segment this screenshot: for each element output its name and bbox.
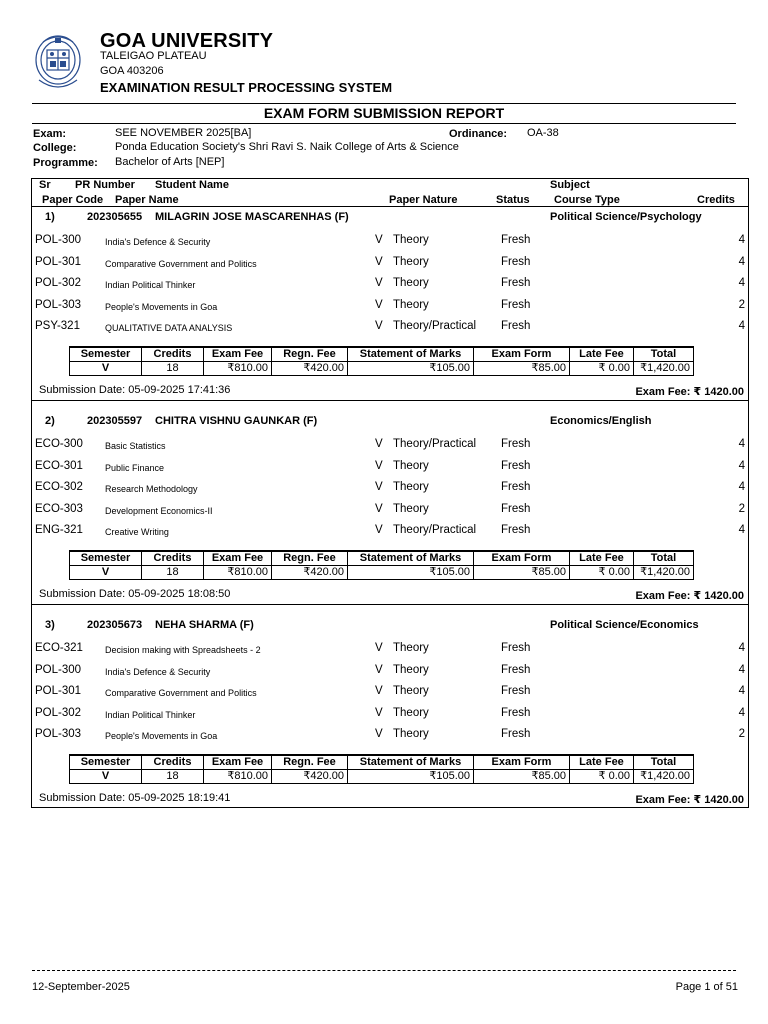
paper-code: POL-303	[35, 728, 82, 740]
fee-table	[69, 754, 694, 784]
paper-status: Fresh	[501, 663, 531, 676]
paper-name: India's Defence & Security	[105, 237, 211, 247]
paper-code: ECO-302	[35, 481, 83, 493]
paper-code: PSY-321	[35, 320, 80, 332]
fee-header-cell: Late Fee	[570, 551, 634, 566]
paper-name: QUALITATIVE DATA ANALYSIS	[105, 323, 233, 333]
paper-name: Creative Writing	[105, 527, 169, 537]
college-label: College:	[33, 142, 77, 154]
paper-nature: Theory	[393, 706, 429, 719]
paper-v-flag: V	[375, 642, 383, 654]
paper-credits: 4	[738, 438, 745, 450]
exam-fee-total: Exam Fee: ₹ 1420.00	[635, 590, 744, 602]
fee-value-cell: ₹420.00	[272, 362, 348, 376]
paper-credits: 2	[738, 298, 745, 311]
fee-header-cell: Exam Fee	[204, 347, 272, 362]
student-subject: Political Science/Psychology	[550, 211, 702, 223]
university-crest-logo	[33, 30, 83, 96]
paper-v-flag: V	[375, 524, 383, 536]
divider	[32, 103, 736, 104]
report-title: EXAM FORM SUBMISSION REPORT	[263, 105, 505, 121]
fee-header-cell: Semester	[70, 755, 142, 770]
fee-header-cell: Total	[634, 347, 694, 362]
fee-header-cell: Late Fee	[570, 755, 634, 770]
paper-nature: Theory	[393, 459, 429, 472]
student-sr: 1)	[45, 211, 55, 223]
paper-v-flag: V	[375, 459, 383, 472]
fee-value-cell: ₹810.00	[204, 362, 272, 376]
address-line-2: GOA 403206	[100, 65, 164, 77]
student-subject: Political Science/Economics	[550, 619, 699, 631]
exam-fee-total: Exam Fee: ₹ 1420.00	[635, 794, 744, 806]
paper-v-flag: V	[375, 320, 383, 332]
paper-credits: 4	[738, 459, 745, 472]
ordinance-label: Ordinance:	[449, 128, 508, 140]
fee-value-cell: ₹420.00	[272, 566, 348, 580]
paper-name: Comparative Government and Politics	[105, 688, 257, 698]
col-paper-nature: Paper Nature	[389, 194, 458, 206]
paper-name: Indian Political Thinker	[105, 709, 196, 720]
system-name: EXAMINATION RESULT PROCESSING SYSTEM	[100, 80, 393, 95]
divider	[32, 123, 736, 124]
student-sr: 2)	[45, 415, 55, 427]
student-sr: 3)	[45, 619, 55, 631]
submission-date: Submission Date: 05-09-2025 17:41:36	[39, 384, 231, 396]
fee-value-cell: ₹85.00	[474, 566, 570, 580]
paper-row	[35, 438, 745, 454]
fee-value-cell: ₹85.00	[474, 362, 570, 376]
paper-nature: Theory	[393, 663, 429, 676]
paper-status: Fresh	[501, 255, 531, 268]
col-paper-name: Paper Name	[115, 194, 179, 206]
paper-credits: 4	[738, 685, 745, 697]
paper-code: POL-300	[35, 234, 82, 246]
paper-code: POL-302	[35, 706, 82, 719]
paper-status: Fresh	[501, 320, 531, 332]
fee-value-cell: ₹105.00	[348, 566, 474, 580]
paper-row	[35, 320, 745, 336]
paper-code: POL-301	[35, 255, 82, 268]
paper-code: POL-302	[35, 277, 82, 289]
paper-v-flag: V	[375, 298, 383, 311]
col-pr-number: PR Number	[75, 179, 135, 191]
ordinance-value: OA-38	[527, 127, 559, 139]
paper-row	[35, 234, 745, 250]
paper-v-flag: V	[375, 706, 383, 719]
fee-value-cell: V	[70, 566, 142, 580]
fee-header-cell: Late Fee	[570, 347, 634, 362]
fee-header-cell: Statement of Marks	[348, 755, 474, 770]
fee-value-cell: ₹1,420.00	[634, 770, 694, 784]
paper-v-flag: V	[375, 255, 383, 268]
paper-nature: Theory	[393, 234, 429, 246]
paper-nature: Theory	[393, 481, 429, 493]
paper-credits: 4	[738, 706, 745, 719]
col-student-name: Student Name	[155, 179, 229, 191]
paper-code: POL-301	[35, 685, 82, 697]
student-subject: Economics/English	[550, 415, 652, 427]
paper-code: POL-303	[35, 298, 82, 311]
paper-credits: 4	[738, 277, 745, 289]
fee-value-cell: 18	[142, 566, 204, 580]
paper-nature: Theory	[393, 685, 429, 697]
paper-status: Fresh	[501, 685, 531, 697]
fee-value-cell: ₹420.00	[272, 770, 348, 784]
fee-table	[69, 550, 694, 580]
paper-row	[35, 299, 745, 315]
paper-status: Fresh	[501, 706, 531, 719]
header-divider	[32, 206, 748, 207]
paper-name: Comparative Government and Politics	[105, 258, 257, 269]
college-value: Ponda Education Society's Shri Ravi S. Naik College of Arts & Science	[115, 141, 459, 153]
paper-credits: 4	[738, 255, 745, 268]
paper-name: People's Movements in Goa	[105, 731, 218, 741]
paper-credits: 4	[738, 320, 745, 332]
paper-status: Fresh	[501, 459, 531, 472]
paper-credits: 4	[738, 234, 745, 246]
fee-value-cell: V	[70, 362, 142, 376]
programme-value: Bachelor of Arts [NEP]	[115, 156, 225, 168]
paper-credits: 4	[738, 663, 745, 676]
fee-header-cell: Credits	[142, 551, 204, 566]
paper-row	[35, 707, 745, 723]
exam-value: SEE NOVEMBER 2025[BA]	[115, 127, 252, 139]
paper-status: Fresh	[501, 524, 531, 536]
paper-v-flag: V	[375, 277, 383, 289]
paper-row	[35, 664, 745, 680]
paper-name: Public Finance	[105, 462, 165, 473]
paper-status: Fresh	[501, 298, 531, 311]
col-status: Status	[496, 194, 530, 206]
student-divider	[32, 400, 748, 401]
paper-nature: Theory	[393, 642, 429, 654]
col-credits: Credits	[697, 194, 735, 206]
paper-nature: Theory	[393, 502, 429, 515]
paper-v-flag: V	[375, 663, 383, 676]
paper-v-flag: V	[375, 502, 383, 515]
paper-nature: Theory	[393, 277, 429, 289]
paper-nature: Theory	[393, 298, 429, 311]
fee-header-cell: Statement of Marks	[348, 551, 474, 566]
exam-fee-total: Exam Fee: ₹ 1420.00	[635, 386, 744, 398]
footer-divider	[32, 970, 736, 971]
student-pr-number: 202305673	[87, 619, 143, 631]
fee-header-cell: Exam Form	[474, 347, 570, 362]
paper-code: ECO-300	[35, 438, 83, 450]
paper-code: POL-300	[35, 663, 82, 676]
paper-nature: Theory	[393, 255, 429, 268]
paper-v-flag: V	[375, 685, 383, 697]
fee-value-cell: ₹ 0.00	[570, 566, 634, 580]
fee-header-cell: Exam Fee	[204, 551, 272, 566]
paper-credits: 2	[738, 728, 745, 740]
fee-value-cell: ₹ 0.00	[570, 770, 634, 784]
paper-status: Fresh	[501, 277, 531, 289]
paper-nature: Theory/Practical	[393, 524, 477, 536]
paper-name: Development Economics-II	[105, 505, 213, 516]
fee-value-cell: ₹ 0.00	[570, 362, 634, 376]
paper-status: Fresh	[501, 728, 531, 740]
paper-status: Fresh	[501, 502, 531, 515]
paper-code: ECO-301	[35, 459, 83, 472]
footer-date: 12-September-2025	[32, 981, 130, 993]
student-pr-number: 202305655	[87, 211, 143, 223]
paper-credits: 4	[738, 642, 745, 654]
paper-nature: Theory/Practical	[393, 320, 477, 332]
paper-name: Research Methodology	[105, 484, 198, 494]
address-line-1: TALEIGAO PLATEAU	[100, 50, 207, 62]
fee-header-cell: Semester	[70, 551, 142, 566]
paper-name: Indian Political Thinker	[105, 280, 196, 290]
paper-credits: 2	[738, 502, 745, 515]
col-course-type: Course Type	[554, 194, 620, 206]
paper-status: Fresh	[501, 642, 531, 654]
paper-v-flag: V	[375, 481, 383, 493]
student-name: MILAGRIN JOSE MASCARENHAS (F)	[155, 211, 349, 223]
student-pr-number: 202305597	[87, 415, 143, 427]
fee-header-cell: Exam Fee	[204, 755, 272, 770]
paper-code: ECO-321	[35, 642, 83, 654]
fee-header-cell: Semester	[70, 347, 142, 362]
paper-nature: Theory	[393, 728, 429, 740]
fee-header-cell: Regn. Fee	[272, 755, 348, 770]
paper-credits: 4	[738, 481, 745, 493]
fee-header-cell: Credits	[142, 755, 204, 770]
paper-row	[35, 685, 745, 701]
fee-value-cell: 18	[142, 770, 204, 784]
fee-value-cell: ₹105.00	[348, 770, 474, 784]
paper-row	[35, 481, 745, 497]
paper-v-flag: V	[375, 728, 383, 740]
student-name: NEHA SHARMA (F)	[155, 619, 254, 631]
paper-v-flag: V	[375, 234, 383, 246]
fee-header-cell: Regn. Fee	[272, 551, 348, 566]
paper-status: Fresh	[501, 438, 531, 450]
submission-date: Submission Date: 05-09-2025 18:19:41	[39, 792, 231, 804]
fee-value-cell: ₹1,420.00	[634, 566, 694, 580]
fee-header-cell: Regn. Fee	[272, 347, 348, 362]
paper-row	[35, 524, 745, 540]
paper-name: Basic Statistics	[105, 441, 166, 451]
fee-header-cell: Statement of Marks	[348, 347, 474, 362]
university-name: GOA UNIVERSITY	[100, 30, 274, 52]
col-paper-code: Paper Code	[42, 194, 104, 206]
paper-row	[35, 642, 745, 658]
programme-label: Programme:	[33, 157, 98, 169]
paper-code: ECO-303	[35, 502, 83, 515]
fee-header-cell: Exam Form	[474, 755, 570, 770]
fee-value-cell: ₹810.00	[204, 770, 272, 784]
fee-header-cell: Credits	[142, 347, 204, 362]
student-name: CHITRA VISHNU GAUNKAR (F)	[155, 415, 318, 427]
paper-name: People's Movements in Goa	[105, 301, 218, 312]
fee-value-cell: ₹105.00	[348, 362, 474, 376]
paper-row	[35, 256, 745, 272]
fee-value-cell: V	[70, 770, 142, 784]
col-subject: Subject	[550, 179, 590, 191]
paper-row	[35, 460, 745, 476]
fee-header-cell: Exam Form	[474, 551, 570, 566]
paper-code: ENG-321	[35, 524, 83, 536]
fee-value-cell: ₹810.00	[204, 566, 272, 580]
paper-row	[35, 728, 745, 744]
submission-date: Submission Date: 05-09-2025 18:08:50	[39, 588, 231, 600]
col-sr: Sr	[39, 179, 51, 191]
paper-nature: Theory/Practical	[393, 438, 477, 450]
fee-table	[69, 346, 694, 376]
paper-row	[35, 503, 745, 519]
student-divider	[32, 604, 748, 605]
exam-label: Exam:	[33, 128, 67, 140]
paper-credits: 4	[738, 524, 745, 536]
paper-name: Decision making with Spreadsheets - 2	[105, 645, 261, 655]
paper-status: Fresh	[501, 234, 531, 246]
paper-name: India's Defence & Security	[105, 666, 211, 677]
page-number: Page 1 of 51	[675, 981, 738, 993]
fee-value-cell: ₹85.00	[474, 770, 570, 784]
paper-v-flag: V	[375, 438, 383, 450]
paper-status: Fresh	[501, 481, 531, 493]
paper-row	[35, 277, 745, 293]
fee-value-cell: 18	[142, 362, 204, 376]
fee-header-cell: Total	[634, 551, 694, 566]
fee-header-cell: Total	[634, 755, 694, 770]
fee-value-cell: ₹1,420.00	[634, 362, 694, 376]
